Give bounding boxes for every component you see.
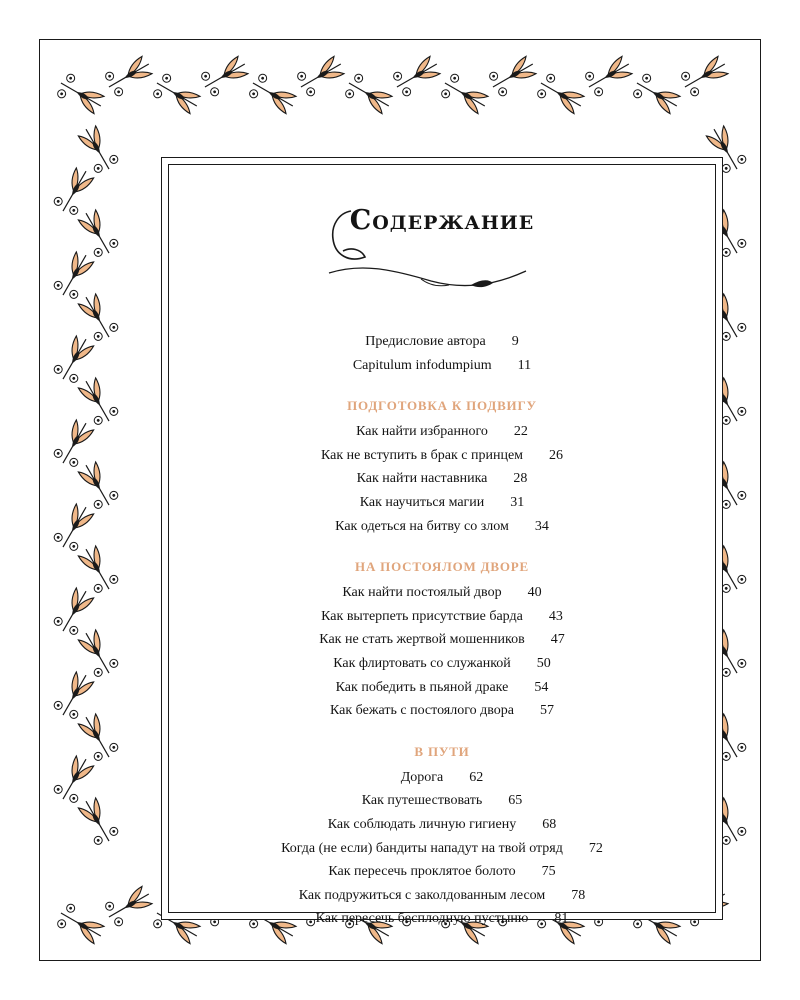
floral-sprig-icon	[52, 417, 98, 470]
floral-sprig-icon	[534, 72, 587, 118]
toc-entry-page: 62	[469, 769, 484, 785]
toc-entry[interactable]	[171, 467, 713, 491]
floral-sprig-icon	[75, 123, 121, 176]
toc-entry[interactable]	[171, 652, 713, 676]
floral-sprig-icon	[390, 53, 443, 99]
floral-sprig-icon	[75, 375, 121, 428]
toc-entry-label: Как одеться на битву со злом	[335, 518, 509, 534]
toc-entry[interactable]	[171, 330, 713, 354]
toc-entry-page: 57	[539, 703, 554, 719]
toc-entry[interactable]	[171, 813, 713, 837]
floral-sprig-icon	[486, 53, 539, 99]
toc-entry-label: Как бежать с постоялого двора	[330, 703, 514, 719]
toc-entry[interactable]	[171, 699, 713, 723]
floral-sprig-icon	[75, 459, 121, 512]
floral-sprig-icon	[75, 543, 121, 596]
toc-entry-page: 75	[541, 864, 556, 880]
floral-sprig-icon	[294, 53, 347, 99]
section-group	[171, 581, 713, 723]
book-page	[39, 39, 761, 961]
toc-entry[interactable]	[171, 907, 713, 931]
toc-entry-page: 11	[517, 357, 532, 373]
toc-entry-label: Как соблюдать личную гигиену	[327, 816, 517, 832]
toc-entry[interactable]	[171, 837, 713, 861]
floral-sprig-icon	[75, 627, 121, 680]
floral-sprig-icon	[52, 333, 98, 386]
toc-entry[interactable]	[171, 605, 713, 629]
floral-sprig-icon	[54, 902, 107, 948]
floral-sprig-icon	[52, 585, 98, 638]
toc-entry-label: Дорога	[400, 769, 444, 785]
toc-entry-page: 31	[510, 494, 525, 510]
toc-entry[interactable]	[171, 420, 713, 444]
toc-entry-page: 43	[548, 608, 563, 624]
toc-entry-label: Как путешествовать	[361, 793, 483, 809]
toc-entry[interactable]	[171, 491, 713, 515]
section-heading: В ПУТИ	[414, 743, 470, 759]
toc-entry[interactable]	[171, 860, 713, 884]
toc-entry-page: 65	[508, 793, 523, 809]
toc-entry-page: 78	[571, 887, 586, 903]
toc-entry-label: Как найти постоялый двор	[342, 585, 502, 601]
toc-entry[interactable]	[171, 515, 713, 539]
floral-sprig-icon	[75, 291, 121, 344]
toc-entry-page: 81	[554, 911, 569, 927]
toc-entry-page: 34	[534, 518, 549, 534]
section-heading: НА ПОСТОЯЛОМ ДВОРЕ	[355, 559, 529, 575]
toc-entry-page: 9	[511, 334, 519, 349]
section-group	[171, 420, 713, 538]
floral-sprig-icon	[102, 53, 155, 99]
title-block	[171, 197, 713, 297]
floral-sprig-icon	[52, 165, 98, 218]
toc-entry-label: Как флиртовать со служанкой	[333, 655, 511, 671]
toc-entry[interactable]	[171, 444, 713, 468]
toc-entry-label: Как найти наставника	[356, 471, 488, 487]
floral-sprig-icon	[246, 72, 299, 118]
floral-sprig-icon	[678, 53, 731, 99]
toc-entry-page: 50	[536, 655, 551, 671]
toc-entry-label: Как научиться магии	[359, 494, 485, 510]
floral-sprig-icon	[75, 711, 121, 764]
toc-entry-label: Как найти избранного	[356, 424, 488, 440]
toc-entry[interactable]	[171, 789, 713, 813]
floral-sprig-icon	[198, 53, 251, 99]
floral-sprig-icon	[582, 53, 635, 99]
border-top-band	[54, 53, 731, 118]
toc-entry-page: 26	[549, 447, 564, 463]
toc-entry[interactable]	[171, 628, 713, 652]
section-heading: ПОДГОТОВКА К ПОДВИГУ	[347, 398, 537, 414]
toc-entry-label: Как пересечь бесплодную пустыню	[315, 911, 529, 927]
floral-sprig-icon	[52, 669, 98, 722]
toc-entry-label: Как победить в пьяной драке	[335, 679, 509, 695]
toc-entry[interactable]	[171, 766, 713, 790]
toc-entry-label: Когда (не если) бандиты нападут на твой отряд	[281, 840, 563, 856]
floral-sprig-icon	[54, 72, 107, 118]
toc-entry-label: Как не стать жертвой мошенников	[319, 632, 525, 648]
toc-entry-page: 22	[513, 424, 528, 440]
toc-entry-label: Как пересечь проклятое болото	[328, 864, 516, 880]
floral-sprig-icon	[75, 207, 121, 260]
floral-sprig-icon	[52, 501, 98, 554]
floral-sprig-icon	[102, 883, 155, 929]
toc-entry-label: Как вытерпеть присутствие барда	[321, 608, 523, 624]
table-of-contents	[171, 167, 713, 927]
toc-entry-label: Как не вступить в брак с принцем	[320, 447, 524, 463]
toc-entry-label: Как подружиться с заколдованным лесом	[298, 887, 546, 903]
floral-sprig-icon	[75, 795, 121, 848]
toc-entry[interactable]	[171, 884, 713, 908]
floral-sprig-icon	[438, 72, 491, 118]
intro-group	[171, 330, 713, 377]
floral-sprig-icon	[150, 72, 203, 118]
page-title: Содержание	[349, 205, 535, 236]
toc-entry-label: Capitulum infodumpium	[352, 357, 492, 373]
floral-sprig-icon	[342, 72, 395, 118]
toc-entry-page: 47	[550, 632, 565, 648]
floral-sprig-icon	[52, 249, 98, 302]
toc-entry-page: 40	[527, 585, 542, 601]
section-group	[171, 766, 713, 931]
toc-entry[interactable]	[171, 676, 713, 700]
toc-entry-page: 68	[542, 816, 557, 832]
toc-entry[interactable]	[171, 354, 713, 378]
toc-entry-label: Предисловие автора	[365, 334, 486, 349]
toc-entry-page: 72	[588, 840, 603, 856]
toc-entry-page: 54	[534, 679, 549, 695]
floral-sprig-icon	[52, 753, 98, 806]
border-left-band	[52, 123, 121, 848]
toc-entry[interactable]	[171, 581, 713, 605]
toc-entry-page: 28	[513, 471, 528, 487]
floral-sprig-icon	[630, 72, 683, 118]
